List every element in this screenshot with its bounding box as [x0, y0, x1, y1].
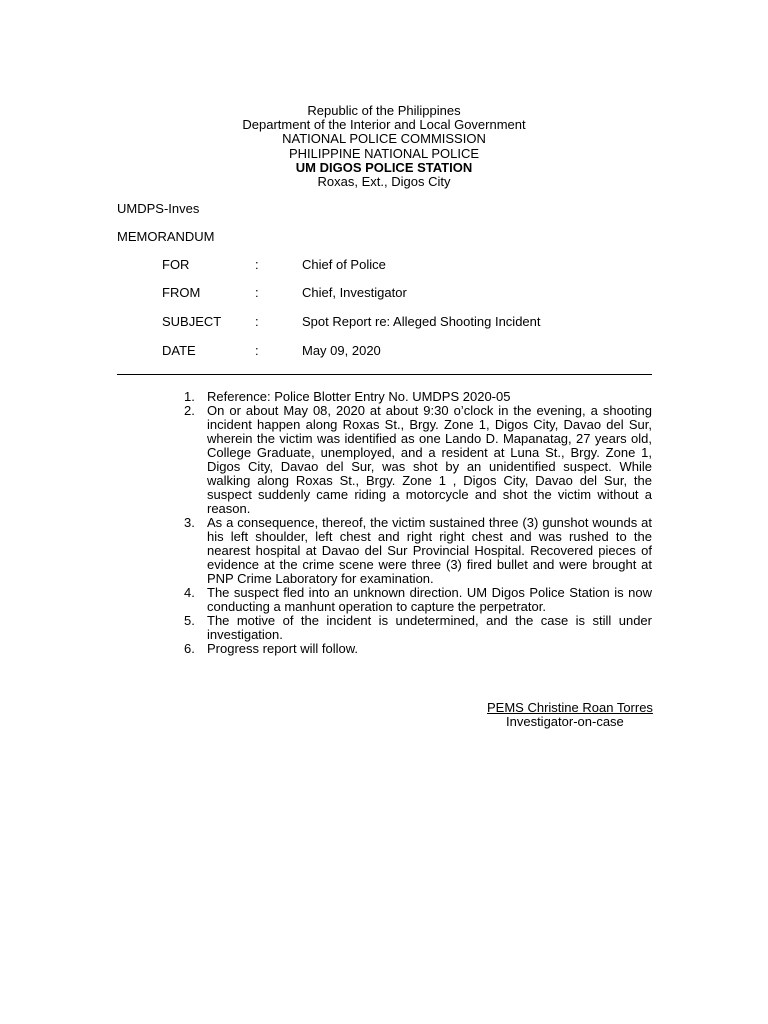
- list-number: 5.: [184, 613, 195, 628]
- memo-label: SUBJECT: [162, 314, 222, 329]
- memo-colon: :: [255, 257, 259, 272]
- divider: [117, 374, 652, 375]
- list-number: 4.: [184, 585, 195, 600]
- memo-title: MEMORANDUM: [117, 229, 215, 244]
- memo-value: Chief, Investigator: [302, 285, 407, 300]
- header-commission: NATIONAL POLICE COMMISSION: [282, 131, 486, 147]
- memo-colon: :: [255, 285, 259, 300]
- signatory-position: Investigator-on-case: [506, 714, 624, 729]
- header-department: Department of the Interior and Local Government: [242, 117, 526, 133]
- memo-label: FROM: [162, 285, 201, 300]
- signature-block: [487, 701, 653, 729]
- list-item: [180, 586, 652, 614]
- memo-colon: :: [255, 314, 259, 329]
- list-text: The motive of the incident is undetermined, and the case is still under investigation.: [207, 613, 652, 642]
- list-text: On or about May 08, 2020 at about 9:30 o’clock in the evening, a shooting incident happen along Roxas St., Brgy. Zone 1, Digos City, Davao del Sur, wherein the victim was identified as one Lando D. Mapanatag, 27 years old, College Graduate, unemployed, and a resident at Luna St., Brgy. Zone 1, Digos City, Davao del Sur, was shot by an unidentified suspect. While walking along Roxas St., Brgy. Zone 1 , Digos City, Davao del Sur, the suspect suddenly came riding a motorcycle and shot the victim without a reason.: [207, 403, 652, 516]
- list-item: [180, 642, 652, 656]
- list-number: 3.: [184, 515, 195, 530]
- list-number: 6.: [184, 641, 195, 656]
- header-republic: Republic of the Philippines: [307, 103, 461, 118]
- list-item: [180, 404, 652, 516]
- letterhead: [0, 104, 768, 189]
- memo-value: Chief of Police: [302, 257, 386, 272]
- memo-value: Spot Report re: Alleged Shooting Incident: [302, 314, 541, 329]
- list-item: [180, 614, 652, 642]
- header-station: UM DIGOS POLICE STATION: [295, 159, 473, 175]
- office-code: UMDPS-Inves: [117, 201, 200, 216]
- memo-value: May 09, 2020: [302, 343, 381, 358]
- list-text: As a consequence, thereof, the victim sustained three (3) gunshot wounds at his left shoulder, left chest and right right chest and was rushed to the nearest hospital at Davao del Sur Provincial Hospital. Recovered pieces of evidence at the crime scene were three (3) fired bullet and were brought at PNP Crime Laboratory for examination.: [207, 515, 652, 586]
- list-text: Reference: Police Blotter Entry No. UMDPS 2020-05: [207, 389, 511, 404]
- list-text: The suspect fled into an unknown direction. UM Digos Police Station is now conducting a manhunt operation to capture the perpetrator.: [207, 585, 652, 614]
- list-number: 2.: [184, 403, 195, 418]
- header-pnp: PHILIPPINE NATIONAL POLICE: [289, 145, 479, 161]
- signatory-name: PEMS Christine Roan Torres: [487, 700, 653, 715]
- report-list: [180, 390, 652, 656]
- header-address: Roxas, Ext., Digos City: [317, 174, 451, 190]
- memo-label: DATE: [162, 343, 196, 358]
- memo-colon: :: [255, 343, 259, 358]
- list-item: [180, 390, 652, 404]
- list-number: 1.: [184, 389, 195, 404]
- list-item: [180, 516, 652, 586]
- memo-label: FOR: [162, 257, 190, 272]
- list-text: Progress report will follow.: [207, 641, 358, 656]
